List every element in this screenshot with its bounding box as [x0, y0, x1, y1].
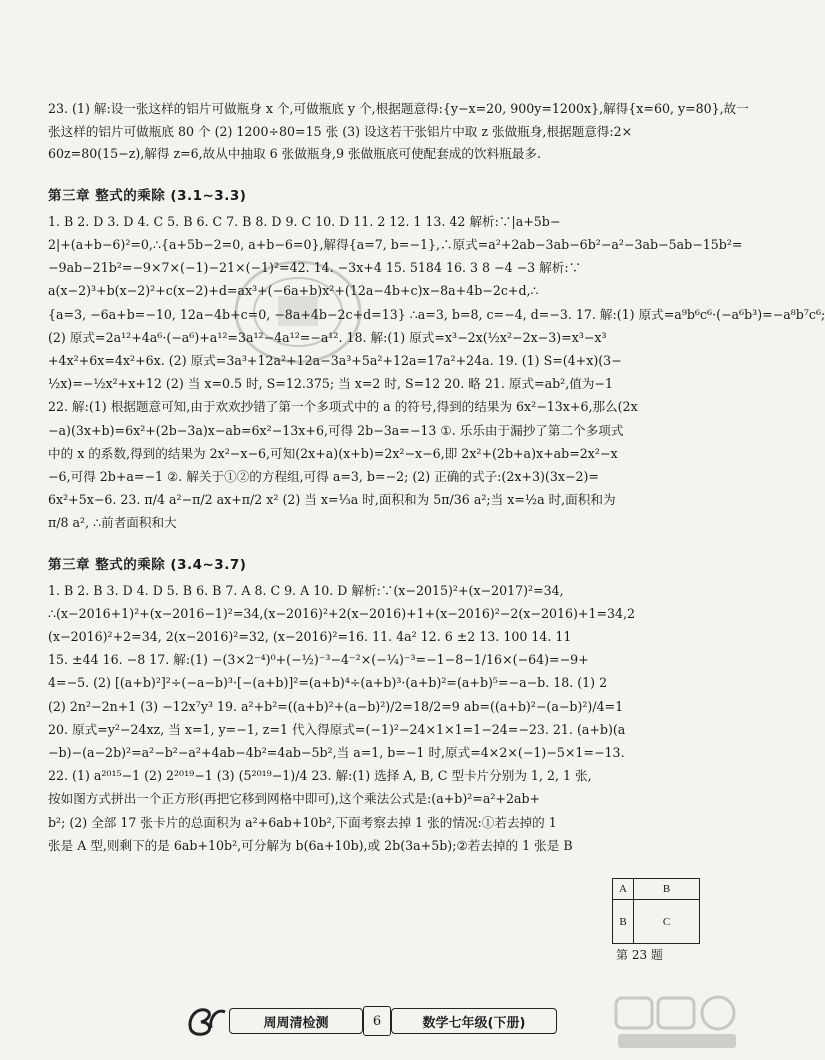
- text-line: 15. ±44 16. −8 17. 解:(1) −(3×2⁻⁴)⁰+(−½)⁻³−4⁻²×(−¼)⁻³=−1−8−1/16×(−64)=−9+: [48, 652, 589, 668]
- section-title: 第三章 整式的乘除 (3.1∼3.3): [48, 187, 247, 204]
- text-line: π/8 a², ∴前者面积和大: [48, 515, 177, 531]
- text-line: (x−2016)²+2=34, 2(x−2016)²=32, (x−2016)²=16. 11. 4a² 12. 6 ±2 13. 100 14. 11: [48, 629, 572, 645]
- text-line: ∴(x−2016+1)²+(x−2016−1)²=34,(x−2016)²+2(x−2016)+1+(x−2016)²−2(x−2016)+1=34,2: [48, 605, 636, 621]
- text-line: −6,可得 2b+a=−1 ②. 解关于①②的方程组,可得 a=3, b=−2; (2) 正确的式子:(2x+3)(3x−2)=: [48, 469, 599, 485]
- text-line: b²; (2) 全部 17 张卡片的总面积为 a²+6ab+10b²,下面考察去掉 1 张的情况:①若去掉的 1: [48, 814, 557, 830]
- text-line: ½x)=−½x²+x+12 (2) 当 x=0.5 时, S=12.375; 当 x=2 时, S=12 20. 略 21. 原式=ab²,值为−1: [48, 376, 613, 392]
- page-footer: [185, 1002, 575, 1038]
- text-line: 1. B 2. D 3. D 4. C 5. B 6. C 7. B 8. D 9. C 10. D 11. 2 12. 1 13. 42 解析:∵|a+5b−: [48, 213, 561, 229]
- text-line: 中的 x 的系数,得到的结果为 2x²−x−6,可知(2x+a)(x+b)=2x²−x−6,即 2x²+(2b+a)x+ab=2x²−x: [48, 445, 618, 461]
- text-line: 按如图方式拼出一个正方形(再把它移到网格中即可),这个乘法公式是:(a+b)²=a²+2ab+: [48, 791, 541, 807]
- brand-logo-icon: [185, 1002, 231, 1038]
- section-3-1-block: [48, 184, 825, 535]
- text-line: −b)−(a−2b)²=a²−b²−a²+4ab−4b²=4ab−5b²,当 a=1, b=−1 时,原式=4×2×(−1)−5×1=−13.: [48, 745, 625, 761]
- text-line: 4=−5. (2) [(a+b)²]²÷(−a−b)³·[−(a+b)]²=(a+b)⁴÷(a+b)³·(a+b)²=(a+b)⁵=−a−b. 18. (1) 2: [48, 675, 608, 691]
- text-line: 6x²+5x−6. 23. π/4 a²−π/2 ax+π/2 x² (2) 当 x=⅓a 时,面积和为 5π/36 a²;当 x=½a 时,面积和为: [48, 492, 616, 508]
- text-line: 60z=80(15−z),解得 z=6,故从中抽取 6 张做瓶身,9 张做瓶底可使配套成的饮料瓶最多.: [48, 146, 541, 162]
- text-line: {a=3, −6a+b=−10, 12a−4b+c=0, −8a+4b−2c+d=13} ∴a=3, b=8, c=−4, d=−3. 17. 解:(1) 原式=a⁹b⁶c⁶·(−a⁶b³)=−a⁸b⁷c⁶;: [48, 306, 825, 322]
- text-line: 张这样的铝片可做瓶底 80 个 (2) 1200÷80=15 张 (3) 设这若干张铝片中取 z 张做瓶身,根据题意得:2×: [48, 123, 633, 139]
- text-line: −a)(3x+b)=6x²+(2b−3a)x−ab=6x²−13x+6,可得 2b−3a=−13 ①. 乐乐由于漏抄了第二个多项式: [48, 422, 624, 438]
- text-line: 张是 A 型,则剩下的是 6ab+10b²,可分解为 b(6a+10b),或 2b(3a+5b);②若去掉的 1 张是 B: [48, 837, 573, 853]
- tile-b-left: B: [612, 899, 634, 944]
- book-title: 数学七年级(下册): [391, 1008, 557, 1034]
- figure-23-tile-square: [612, 878, 700, 944]
- text-line: 23. (1) 解:设一张这样的铝片可做瓶身 x 个,可做瓶底 y 个,根据题意得:{y−x=20, 900y=1200x},解得{x=60, y=80},故一: [48, 101, 749, 116]
- text-line: +4x²+6x=4x²+6x. (2) 原式=3a³+12a²+12a−3a³+5a²+12a=17a²+24a. 19. (1) S=(4+x)(3−: [48, 353, 622, 368]
- text-line: a(x−2)³+b(x−2)²+c(x−2)+d=ax³+(−6a+b)x²+(12a−4b+c)x−8a+4b−2c+d,∴: [48, 283, 539, 299]
- text-line: 22. 解:(1) 根据题意可知,由于欢欢抄错了第一个多项式中的 a 的符号,得到的结果为 6x²−13x+6,那么(2x: [48, 399, 638, 415]
- text-line: −9ab−21b²=−9×7×(−1)−21×(−1)²=42. 14. −3x+4 15. 5184 16. 3 8 −4 −3 解析:∵: [48, 260, 582, 276]
- watermark-stamp-icon: [228, 252, 368, 372]
- figure-caption: 第 23 题: [616, 948, 663, 962]
- text-line: (2) 原式=2a¹²+4a⁶·(−a⁶)+a¹²=3a¹²−4a¹²=−a¹². 18. 解:(1) 原式=x³−2x(½x²−2x−3)=x³−x³: [48, 329, 607, 345]
- intro-answer-block: [48, 98, 749, 166]
- section-3-4-block: [48, 553, 698, 857]
- watermark-logo-icon: [612, 992, 742, 1054]
- text-line: (2) 2n²−2n+1 (3) −12x⁷y³ 19. a²+b²=((a+b)²+(a−b)²)/2=18/2=9 ab=((a+b)²−(a−b)²)/4=1: [48, 698, 624, 714]
- text-line: 22. (1) a²⁰¹⁵−1 (2) 2²⁰¹⁹−1 (3) (5²⁰¹⁹−1)/4 23. 解:(1) 选择 A, B, C 型卡片分别为 1, 2, 1 张,: [48, 768, 592, 784]
- text-line: 2|+(a+b−6)²=0,∴{a+5b−2=0, a+b−6=0},解得{a=7, b=−1},∴原式=a²+2ab−3ab−6b²−a²−3ab−5ab−15b²=: [48, 236, 743, 252]
- brand-name: 周周清检测: [229, 1008, 363, 1034]
- section-title: 第三章 整式的乘除 (3.4∼3.7): [48, 556, 247, 573]
- text-line: 20. 原式=y²−24xz, 当 x=1, y=−1, z=1 代入得原式=(−1)²−24×1×1=1−24=−23. 21. (a+b)(a: [48, 721, 626, 737]
- tile-c: C: [633, 899, 700, 944]
- page-number: 6: [363, 1006, 391, 1036]
- text-line: 1. B 2. B 3. D 4. D 5. B 6. B 7. A 8. C 9. A 10. D 解析:∵(x−2015)²+(x−2017)²=34,: [48, 582, 564, 598]
- tile-b-top: B: [633, 878, 700, 900]
- tile-a: A: [612, 878, 634, 900]
